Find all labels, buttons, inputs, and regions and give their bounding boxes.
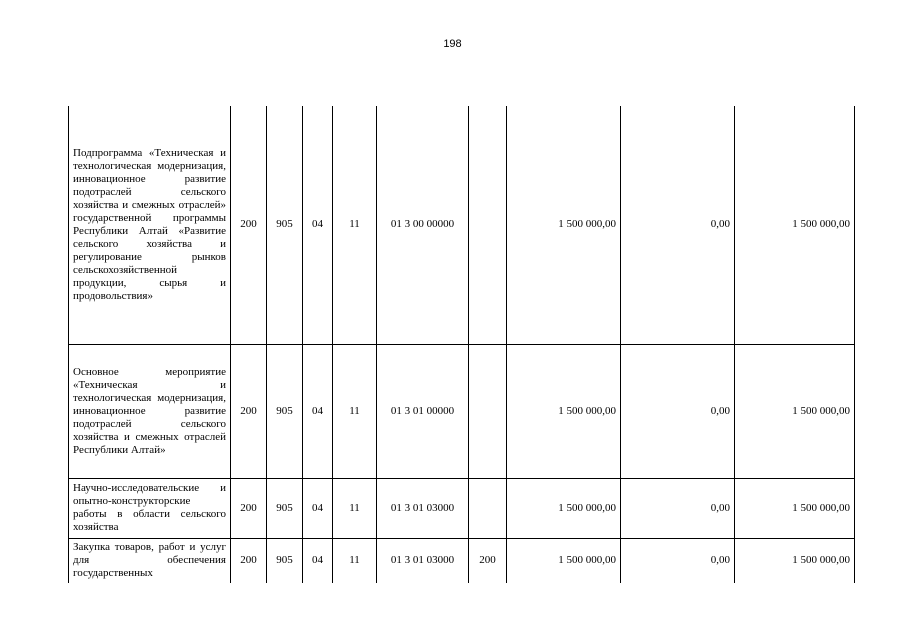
rz-cell: 04 bbox=[303, 106, 333, 344]
sum2-cell: 0,00 bbox=[621, 106, 735, 344]
sum1-cell: 1 500 000,00 bbox=[507, 106, 621, 344]
gr-cell: 905 bbox=[267, 478, 303, 538]
row-name-cell: Подпрограмма «Техническая и технологическая модернизация, инновационное развитие подотраслей сельского хозяйства и смежных отраслей» государственной программы Республики Алтай «Развитие сельского хозяйства и регулирование рынков сельскохозяйственной продукции, сырья и продовольствия» bbox=[69, 106, 231, 344]
sum1-cell: 1 500 000,00 bbox=[507, 538, 621, 583]
sum2-cell: 0,00 bbox=[621, 344, 735, 478]
table-row bbox=[69, 106, 855, 344]
csr-cell: 01 3 01 03000 bbox=[377, 538, 469, 583]
rz-cell: 04 bbox=[303, 344, 333, 478]
sum3-cell: 1 500 000,00 bbox=[735, 538, 855, 583]
gr-cell: 905 bbox=[267, 538, 303, 583]
table-row bbox=[69, 478, 855, 538]
pr-cell: 11 bbox=[333, 344, 377, 478]
sum1-cell: 1 500 000,00 bbox=[507, 478, 621, 538]
pr-cell: 11 bbox=[333, 106, 377, 344]
sum3-cell: 1 500 000,00 bbox=[735, 478, 855, 538]
code-cell: 200 bbox=[231, 538, 267, 583]
sum3-cell: 1 500 000,00 bbox=[735, 106, 855, 344]
pr-cell: 11 bbox=[333, 478, 377, 538]
table-row bbox=[69, 538, 855, 583]
budget-table bbox=[68, 106, 855, 583]
table-row bbox=[69, 344, 855, 478]
vr-cell: 200 bbox=[469, 538, 507, 583]
pr-cell: 11 bbox=[333, 538, 377, 583]
sum2-cell: 0,00 bbox=[621, 538, 735, 583]
rz-cell: 04 bbox=[303, 538, 333, 583]
vr-cell bbox=[469, 344, 507, 478]
gr-cell: 905 bbox=[267, 344, 303, 478]
vr-cell bbox=[469, 106, 507, 344]
csr-cell: 01 3 01 03000 bbox=[377, 478, 469, 538]
row-name-cell: Закупка товаров, работ и услуг для обеспечения государственных bbox=[69, 538, 231, 583]
sum3-cell: 1 500 000,00 bbox=[735, 344, 855, 478]
gr-cell: 905 bbox=[267, 106, 303, 344]
row-name-cell: Основное мероприятие «Техническая и технологическая модернизация, инновационное развитие подотраслей сельского хозяйства и смежных отраслей Республики Алтай» bbox=[69, 344, 231, 478]
vr-cell bbox=[469, 478, 507, 538]
code-cell: 200 bbox=[231, 478, 267, 538]
row-name-cell: Научно-исследовательские и опытно-конструкторские работы в области сельского хозяйства bbox=[69, 478, 231, 538]
csr-cell: 01 3 00 00000 bbox=[377, 106, 469, 344]
code-cell: 200 bbox=[231, 344, 267, 478]
code-cell: 200 bbox=[231, 106, 267, 344]
page-number: 198 bbox=[443, 38, 462, 50]
rz-cell: 04 bbox=[303, 478, 333, 538]
sum2-cell: 0,00 bbox=[621, 478, 735, 538]
csr-cell: 01 3 01 00000 bbox=[377, 344, 469, 478]
sum1-cell: 1 500 000,00 bbox=[507, 344, 621, 478]
